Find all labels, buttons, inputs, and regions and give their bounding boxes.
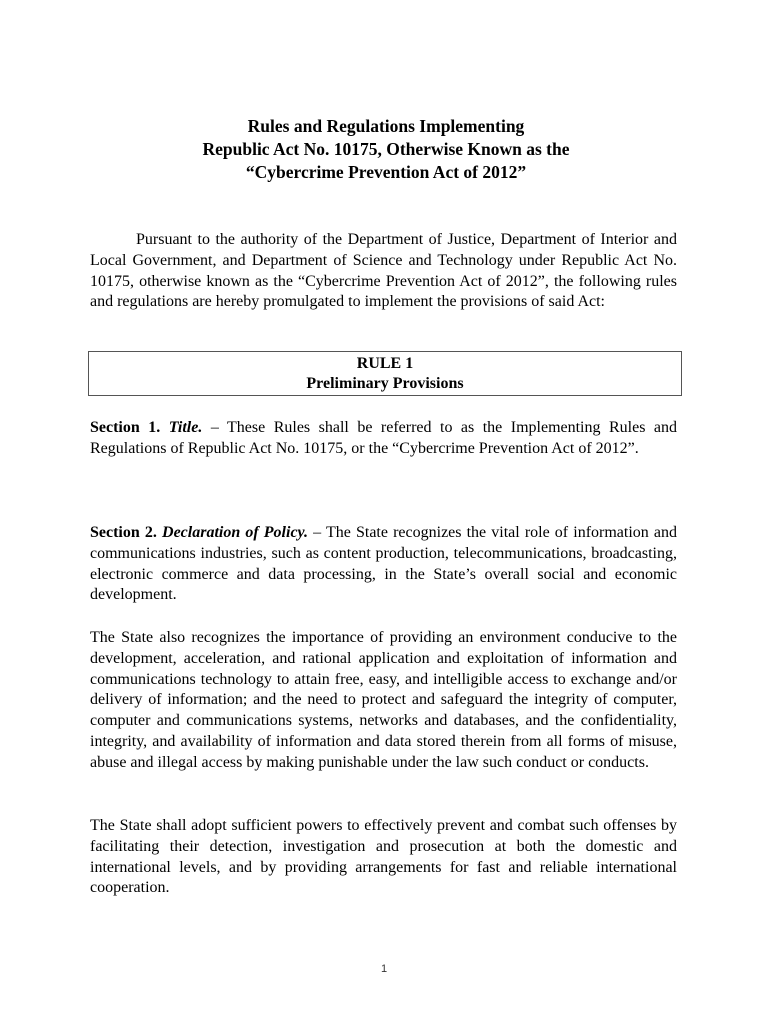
section-1-label: Section 1. [90, 419, 161, 436]
rule-heading-box [88, 351, 682, 396]
title-line-1: Rules and Regulations Implementing [247, 116, 525, 136]
intro-paragraph: Pursuant to the authority of the Department of Justice, Department of Interior and Local Government, and Department of Science and Technology under Republic Act No. 10175, otherwise known as the “Cybercrime Prevention Act of 2012”, the following rules and regulations are hereby promulgated to implement the provisions of said Act: [90, 231, 677, 311]
policy-paragraph-2: The State also recognizes the importance of providing an environment conducive to the development, acceleration, and rational application and exploitation of information and communications technology to attain free, easy, and intelligible access to exchange and/or delivery of information; and the need to protect and safeguard the integrity of computer, computer and communications systems, networks and databases, and the confidentiality, integrity, and availability of information and data stored therein from all forms of misuse, abuse and illegal access by making punishable under the law such conduct or conducts. [90, 629, 677, 771]
rule-number: RULE 1 [356, 355, 414, 372]
section-2-body: – The State recognizes the vital role of information and communications industries, such as content production, telecommunications, broadcasting, electronic commerce and data processing, in the State’s overall social and economic development. [90, 524, 678, 604]
section-2 [90, 523, 677, 606]
title-line-3: “Cybercrime Prevention Act of 2012” [245, 162, 527, 182]
rule-heading: Preliminary Provisions [306, 375, 464, 392]
policy-paragraph-3: The State shall adopt sufficient powers to effectively prevent and combat such offenses by facilitating their detection, investigation and prosecution at both the domestic and international levels, and by providing arrangements for fast and reliable international cooperation. [90, 817, 677, 897]
section-1-body: – These Rules shall be referred to as the Implementing Rules and Regulations of Republic Act No. 10175, or the “Cybercrime Prevention Act of 2012”. [90, 419, 677, 457]
title-line-2: Republic Act No. 10175, Otherwise Known as the [202, 139, 570, 159]
document-title [90, 115, 682, 184]
page-number: 1 [380, 963, 388, 975]
section-1 [90, 418, 677, 460]
section-1-title: Title. [168, 419, 203, 436]
section-2-title: Declaration of Policy. [162, 524, 309, 541]
section-2-label: Section 2. [90, 524, 157, 541]
